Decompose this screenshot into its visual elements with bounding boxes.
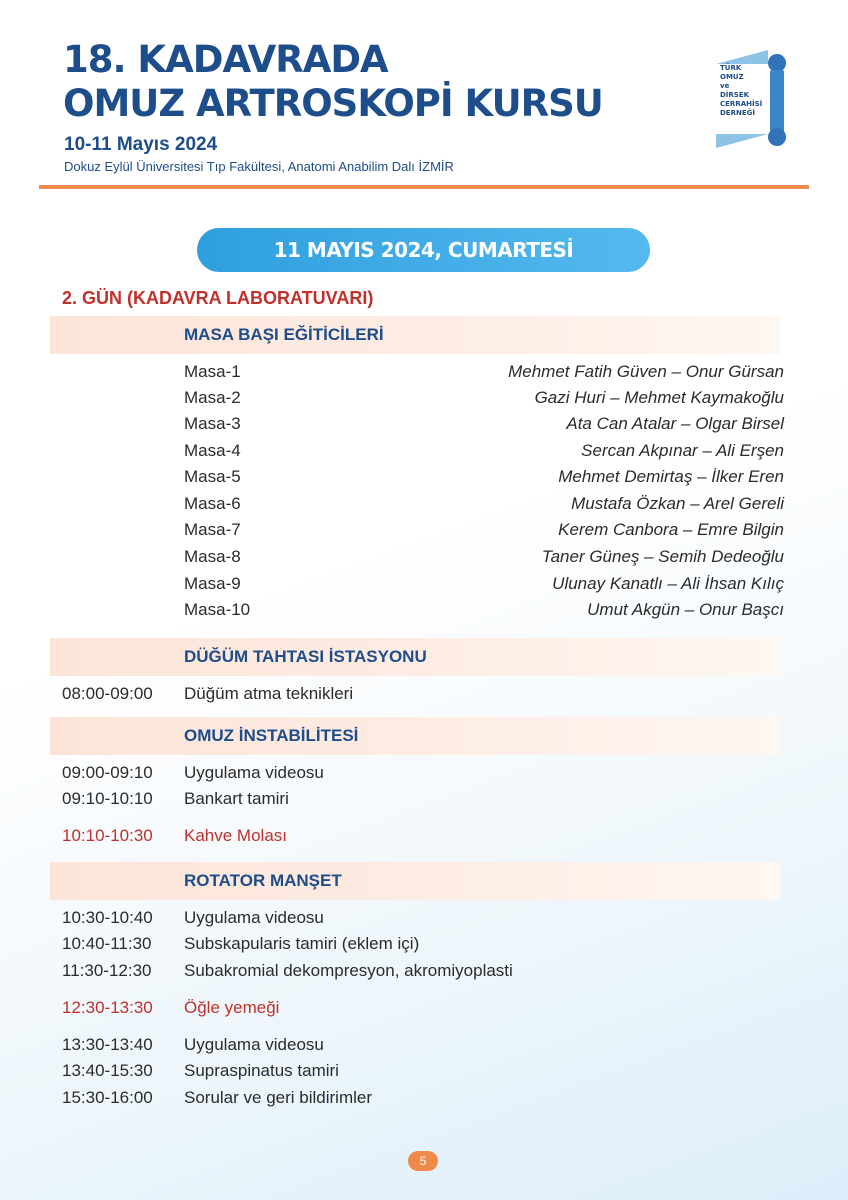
- session-time: 10:40-11:30: [62, 934, 152, 953]
- trainer-names: Sercan Akpınar – Ali Erşen: [581, 441, 784, 460]
- session-time: 13:40-15:30: [62, 1061, 153, 1080]
- course-title-line1: 18. KADAVRADA: [63, 38, 388, 81]
- table-row: [0, 464, 848, 490]
- schedule-row: [0, 786, 848, 812]
- trainer-names: Ata Can Atalar – Olgar Birsel: [566, 414, 784, 433]
- schedule-row: [0, 905, 848, 931]
- trainer-names: Umut Akgün – Onur Başcı: [587, 600, 784, 619]
- section-title-instabilite: OMUZ İNSTABİLİTESİ: [184, 726, 359, 745]
- session-activity: Sorular ve geri bildirimler: [184, 1088, 373, 1107]
- masa-label: Masa-2: [184, 388, 241, 407]
- break-activity: Öğle yemeği: [184, 998, 280, 1017]
- schedule-row: [0, 1058, 848, 1084]
- table-row: [0, 544, 848, 570]
- session-time: 08:00-09:00: [62, 684, 153, 703]
- course-title-line2: OMUZ ARTROSKOPİ KURSU: [63, 82, 603, 125]
- masa-label: Masa-3: [184, 414, 241, 433]
- table-row: [0, 385, 848, 411]
- session-activity: Uygulama videosu: [184, 763, 324, 782]
- society-logo: [716, 50, 786, 148]
- logo-bar: [770, 70, 784, 132]
- table-row: [0, 491, 848, 517]
- table-row: [0, 438, 848, 464]
- break-time: 10:10-10:30: [62, 826, 153, 845]
- section-band-dugum: [50, 638, 780, 676]
- trainer-names: Ulunay Kanatlı – Ali İhsan Kılıç: [552, 574, 784, 593]
- masa-label: Masa-4: [184, 441, 241, 460]
- masa-label: Masa-9: [184, 574, 241, 593]
- session-time: 09:10-10:10: [62, 789, 153, 808]
- schedule-row: [0, 681, 848, 707]
- session-activity: Supraspinatus tamiri: [184, 1061, 339, 1080]
- masa-label: Masa-7: [184, 520, 241, 539]
- trainer-names: Gazi Huri – Mehmet Kaymakoğlu: [534, 388, 784, 407]
- schedule-row: [0, 958, 848, 984]
- header-divider: [39, 185, 809, 189]
- session-time: 13:30-13:40: [62, 1035, 153, 1054]
- session-activity: Düğüm atma teknikleri: [184, 684, 354, 703]
- masa-label: Masa-8: [184, 547, 241, 566]
- section-band-masa: [50, 316, 780, 354]
- masa-label: Masa-1: [184, 362, 241, 381]
- session-activity: Bankart tamiri: [184, 789, 289, 808]
- page-number: 5: [408, 1151, 438, 1171]
- session-time: 11:30-12:30: [62, 961, 152, 980]
- break-time: 12:30-13:30: [62, 998, 153, 1017]
- session-time: 09:00-09:10: [62, 763, 153, 782]
- day-date-pill: 11 MAYIS 2024, CUMARTESİ: [197, 228, 650, 272]
- trainer-names: Mustafa Özkan – Arel Gereli: [571, 494, 784, 513]
- logo-line: CERRAHİSİ: [720, 100, 763, 108]
- table-row: [0, 517, 848, 543]
- trainer-names: Kerem Canbora – Emre Bilgin: [558, 520, 784, 539]
- section-title-rotator: ROTATOR MANŞET: [184, 871, 342, 890]
- logo-line: DERNEĞİ: [720, 109, 755, 117]
- logo-triangle-top: [716, 50, 768, 64]
- logo-line: ve: [720, 82, 730, 90]
- session-activity: Subskapularis tamiri (eklem içi): [184, 934, 420, 953]
- section-band-rotator: [50, 862, 780, 900]
- table-row: [0, 597, 848, 623]
- course-venue: Dokuz Eylül Üniversitesi Tıp Fakültesi, Anatomi Anabilim Dalı İZMİR: [64, 159, 454, 174]
- trainer-names: Mehmet Fatih Güven – Onur Gürsan: [508, 362, 784, 381]
- schedule-row: [0, 931, 848, 957]
- logo-line: DİRSEK: [720, 91, 750, 99]
- logo-triangle-bottom: [716, 134, 768, 148]
- masa-label: Masa-5: [184, 467, 241, 486]
- session-activity: Uygulama videosu: [184, 908, 324, 927]
- logo-circle-bottom: [768, 128, 786, 146]
- schedule-row: [0, 1085, 848, 1111]
- break-row: [0, 823, 848, 849]
- break-activity: Kahve Molası: [184, 826, 287, 845]
- course-dates: 10-11 Mayıs 2024: [64, 134, 218, 155]
- trainer-names: Taner Güneş – Semih Dedeoğlu: [541, 547, 784, 566]
- table-row: [0, 359, 848, 385]
- section-title-masa: MASA BAŞI EĞİTİCİLERİ: [184, 325, 384, 344]
- table-row: [0, 571, 848, 597]
- logo-line: TÜRK: [720, 64, 742, 72]
- day-label: 2. GÜN (KADAVRA LABORATUVARI): [62, 288, 374, 308]
- masa-label: Masa-6: [184, 494, 241, 513]
- section-title-dugum: DÜĞÜM TAHTASI İSTASYONU: [184, 647, 427, 666]
- break-row: [0, 995, 848, 1021]
- logo-text: [720, 64, 762, 118]
- trainer-names: Mehmet Demirtaş – İlker Eren: [558, 467, 784, 486]
- schedule-row: [0, 760, 848, 786]
- schedule-row: [0, 1032, 848, 1058]
- session-activity: Subakromial dekompresyon, akromiyoplasti: [184, 961, 513, 980]
- masa-label: Masa-10: [184, 600, 251, 619]
- table-row: [0, 411, 848, 437]
- session-activity: Uygulama videosu: [184, 1035, 324, 1054]
- logo-line: OMUZ: [720, 73, 744, 81]
- session-time: 15:30-16:00: [62, 1088, 153, 1107]
- section-band-instabilite: [50, 717, 780, 755]
- session-time: 10:30-10:40: [62, 908, 153, 927]
